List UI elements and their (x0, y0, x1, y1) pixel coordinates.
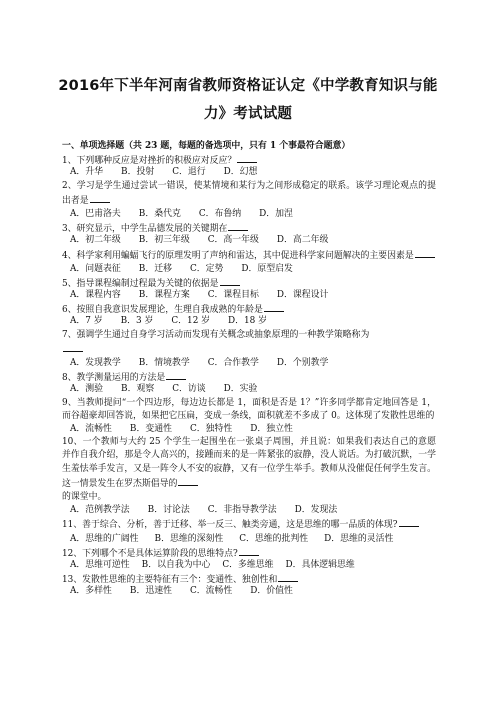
option-d: D．18 岁 (228, 316, 268, 327)
answer-blank (415, 248, 435, 258)
question-text: 12、下列哪个不是具体运算阶段的思维特点? (62, 548, 238, 559)
question-text: 4、科学家利用蝙蝠飞行的原理发明了声纳和雷达，其中促进科学家问题解决的主要因素是 (62, 250, 414, 261)
answer-blank (237, 153, 257, 163)
option-b: B．桑代克 (138, 208, 181, 219)
document-title-line-2: 力》考试试题 (203, 106, 293, 122)
question-11 (62, 517, 436, 532)
question-6-options (62, 315, 436, 328)
question-10 (62, 436, 436, 504)
question-text: 1、下列哪种反应是对挫折的积极应对反应？ (62, 156, 237, 167)
question-5 (62, 276, 436, 289)
option-a: A．初二年级 (70, 235, 121, 246)
option-d: D．价值性 (250, 586, 293, 597)
question-text: 8、教学测量运用的方法是 (62, 373, 166, 384)
option-b: B．投射 (121, 167, 155, 178)
option-a: A．发现教学 (70, 358, 121, 369)
option-c: C．定势 (189, 263, 224, 274)
option-b: B．3 岁 (120, 316, 154, 327)
question-2 (62, 180, 436, 208)
answer-blank (220, 276, 240, 286)
question-3-options (62, 234, 436, 247)
answer-blank (166, 370, 186, 380)
question-text: 6、按照自我意识发展理论，生理自我成熟的年龄是 (62, 305, 263, 316)
option-b: B．思维的深刻性 (154, 533, 224, 544)
option-b: B．讨论法 (147, 505, 190, 516)
answer-blank (399, 517, 419, 527)
question-tail: 的课堂中。 (62, 492, 107, 503)
answer-blank (90, 193, 110, 203)
answer-blank (239, 546, 259, 556)
question-9-options (62, 423, 436, 436)
option-b: B．课程方案 (138, 290, 190, 301)
question-4 (62, 248, 436, 263)
option-a: A．升华 (70, 167, 104, 178)
option-d: D．发现法 (294, 505, 338, 516)
question-1 (62, 153, 436, 166)
option-a: A．问题表征 (70, 263, 121, 274)
question-text: 13、发散性思维的主要特征有三个：变通性、独创性和 (62, 575, 278, 586)
option-a: A．课程内容 (70, 290, 121, 301)
section-heading: 一、单项选择题（共 23 题，每题的备选项中，只有 1 个事最符合题意） (62, 141, 351, 151)
option-a: A．流畅性 (70, 424, 112, 435)
option-a: A．巴甫洛夫 (70, 208, 121, 219)
option-a: A．思维的广阔性 (70, 533, 139, 544)
question-1-options (62, 166, 436, 179)
option-a: A．范例教学法 (70, 505, 130, 516)
question-text: 7、强调学生通过自身学习活动而发现有关概念或抽象原理的一种教学策略称为 (62, 329, 370, 340)
option-b: B．迅速性 (129, 586, 172, 597)
option-c: C．访谈 (172, 384, 206, 395)
option-d: D．幻想 (223, 167, 258, 178)
answer-blank (63, 342, 83, 352)
option-d: D．具体逻辑思维 (285, 560, 355, 571)
question-9 (62, 397, 436, 423)
question-13 (62, 572, 436, 585)
option-c: C．课程目标 (207, 290, 259, 301)
option-d: D．高二年级 (276, 235, 329, 246)
answer-blank (264, 302, 284, 312)
option-a: A．7 岁 (70, 316, 103, 327)
option-d: D．独立性 (250, 424, 293, 435)
option-c: C．非指导教学法 (207, 505, 277, 516)
option-b: B．迁移 (138, 263, 172, 274)
option-c: C．合作教学 (207, 358, 259, 369)
question-5-options (62, 289, 436, 302)
option-c: C．独特性 (189, 424, 233, 435)
question-6 (62, 302, 436, 315)
option-a: A．多样性 (70, 586, 112, 597)
question-2-options (62, 208, 436, 221)
option-d: D．加涅 (259, 208, 293, 219)
option-c: C．高一年级 (207, 235, 259, 246)
option-b: B．观察 (121, 384, 155, 395)
answer-blank (278, 572, 298, 582)
option-d: D．原型启发 (241, 263, 293, 274)
option-d: D．实验 (223, 384, 258, 395)
question-text: 11、善于综合、分析，善于迁移、举一反三、触类旁通，这是思维的哪一品质的体现? (62, 520, 398, 531)
answer-blank (178, 476, 198, 486)
question-text: 3、研究显示，中学生品德发展的关键期在 (62, 224, 228, 235)
question-3 (62, 221, 436, 234)
option-b: B．变通性 (129, 424, 172, 435)
option-a: A．测验 (70, 384, 104, 395)
question-8-options (62, 383, 436, 396)
option-c: C．12 岁 (171, 316, 211, 327)
option-b: B．以自我为中心 (141, 560, 211, 571)
question-text: 9、当教师提问“一个四边形，每边边长都是 1，面积是否是 1？”许多同学都肯定地回答是 1，而谷超豪却回答说，如果把它压扁，变成一条线，面积就差不多成了 0。这体现了发散性思维的 (62, 397, 436, 421)
document-body (62, 140, 436, 599)
option-d: D．思维的灵活性 (324, 533, 394, 544)
question-10-options (62, 504, 436, 517)
document-title-line-1: 2016年下半年河南省教师资格证认定《中学教育知识与能 (58, 78, 438, 94)
option-c: C．布鲁纳 (198, 208, 242, 219)
question-11-options (62, 533, 436, 546)
question-12 (62, 546, 436, 559)
question-text: 5、指导课程编制过程最为关键的依据是 (62, 278, 219, 289)
question-13-options (62, 585, 436, 598)
option-c: C．思维的批判性 (239, 533, 309, 544)
option-a: A．思维可逆性 (70, 560, 130, 571)
question-4-options (62, 263, 436, 276)
option-c: C．多维思维 (222, 560, 274, 571)
option-b: B．情境教学 (138, 358, 190, 369)
question-text: 2、学习是学生通过尝试一错误，使某情境和某行为之间形成稳定的联系。该学习理论观点的提出者是 (62, 180, 436, 206)
answer-blank (228, 221, 248, 231)
option-c: C．流畅性 (189, 586, 233, 597)
question-7-options (62, 357, 436, 370)
option-b: B．初三年级 (138, 235, 190, 246)
option-c: C．退行 (172, 167, 206, 178)
question-7 (62, 329, 436, 357)
option-d: D．课程设计 (276, 290, 329, 301)
option-d: D．个别教学 (276, 358, 329, 369)
question-8 (62, 370, 436, 383)
question-12-options (62, 559, 436, 572)
question-text: 10、一个教师与大约 25 个学生一起围坐在一张桌子周围，并且说：如果我们表达自己的意愿并作自我介绍，那是令人高兴的，接踵而来的是一阵紧张的寂静，没人说话。为打破沉默，一学生羞怯举手发言，又是一阵令人不安的寂静，又有一位学生举手。教师从没催促任何学生发言。这一情景发生在罗杰斯倡导的 (62, 437, 436, 489)
